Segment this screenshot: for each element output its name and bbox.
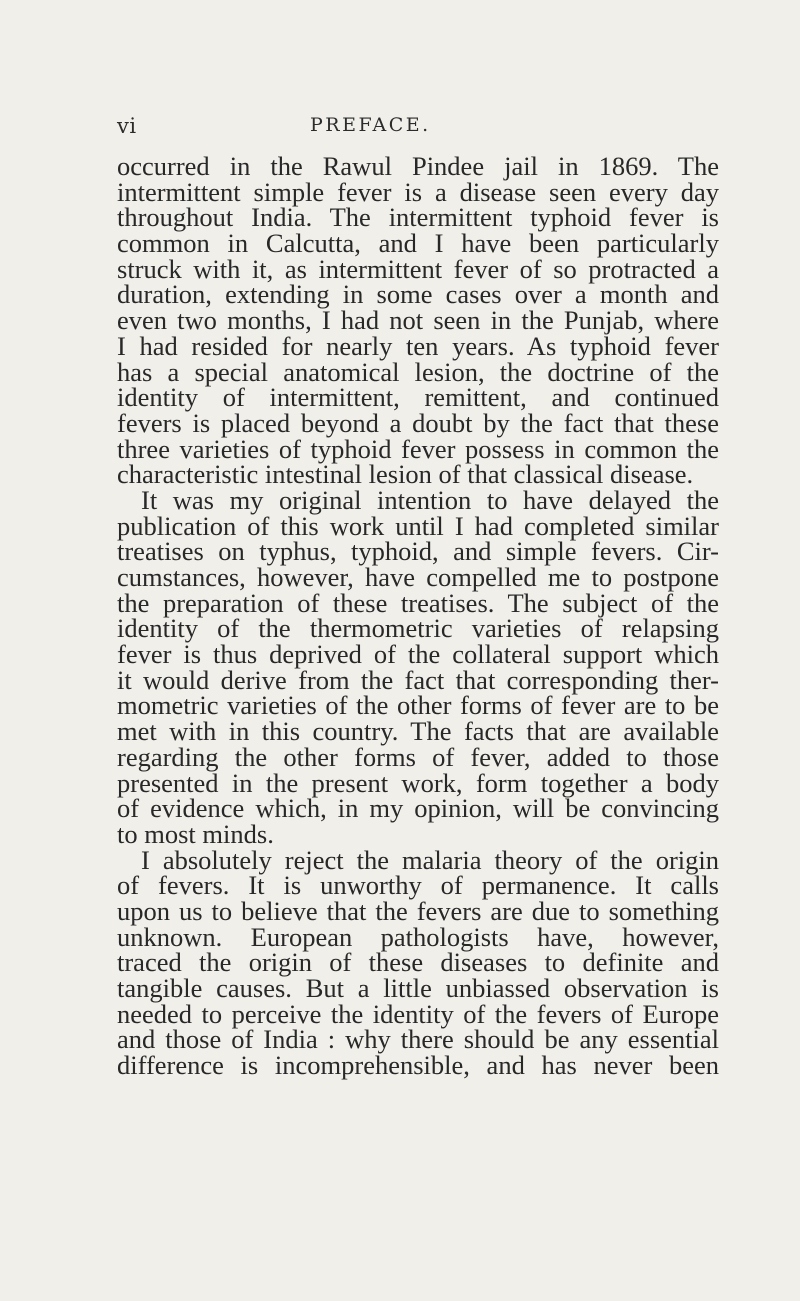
text-line: met with in this country. The facts that are available bbox=[117, 716, 719, 747]
text-line: and those of India : why there should be any essential bbox=[117, 1024, 719, 1055]
text-line: of fevers. It is unworthy of permanence. It calls bbox=[117, 870, 719, 901]
text-line: fevers is placed beyond a doubt by the fact that these bbox=[117, 407, 719, 438]
text-line: upon us to believe that the fevers are due to something bbox=[117, 895, 719, 926]
text-line: fever is thus deprived of the collateral support which bbox=[117, 639, 719, 670]
text-line: identity of the thermometric varieties of relapsing bbox=[117, 613, 719, 644]
text-line: mometric varieties of the other forms of fever are to be bbox=[117, 690, 719, 721]
text-line: occurred in the Rawul Pindee jail in 1869. The bbox=[117, 151, 719, 181]
text-line: the preparation of these treatises. The subject of the bbox=[117, 587, 719, 618]
text-line: publication of this work until I had completed similar bbox=[117, 510, 719, 541]
text-line: intermittent simple fever is a disease seen every day bbox=[117, 176, 719, 207]
text-line: presented in the present work, form together a body bbox=[117, 767, 719, 798]
page-number: vi bbox=[117, 114, 137, 138]
page-header bbox=[0, 114, 800, 144]
text-line: to most minds. bbox=[117, 818, 274, 849]
text-line: even two months, I had not seen in the Punjab, where bbox=[117, 305, 719, 336]
text-line: has a special anatomical lesion, the doctrine of the bbox=[117, 356, 719, 387]
text-line: tangible causes. But a little unbiassed observation is bbox=[117, 973, 719, 1003]
running-head: PREFACE. bbox=[310, 114, 431, 136]
text-line: needed to perceive the identity of the fevers of Europe bbox=[117, 998, 719, 1029]
text-line: treatises on typhus, typhoid, and simple fevers. Cir- bbox=[117, 536, 719, 567]
text-line: it would derive from the fact that corresponding ther- bbox=[117, 664, 719, 695]
text-line: of evidence which, in my opinion, will be convincing bbox=[117, 793, 719, 824]
text-line: three varieties of typhoid fever possess in common the bbox=[117, 433, 719, 464]
text-line: I absolutely reject the malaria theory of the origin bbox=[141, 844, 719, 875]
text-line: identity of intermittent, remittent, and continued bbox=[117, 382, 719, 413]
text-line: cumstances, however, have compelled me to postpone bbox=[117, 562, 719, 592]
text-line: traced the origin of these diseases to definite and bbox=[117, 947, 719, 978]
text-line: regarding the other forms of fever, added to those bbox=[117, 741, 719, 772]
text-line: throughout India. The intermittent typhoid fever is bbox=[117, 202, 719, 233]
text-line: I had resided for nearly ten years. As typhoid fever bbox=[117, 330, 719, 361]
text-line: difference is incomprehensible, and has never been bbox=[117, 1050, 719, 1081]
text-line: duration, extending in some cases over a month and bbox=[117, 279, 719, 310]
text-line: unknown. European pathologists have, however, bbox=[117, 921, 719, 952]
text-line: struck with it, as intermittent fever of so protracted a bbox=[117, 253, 719, 284]
body-text bbox=[117, 151, 719, 1081]
text-line: characteristic intestinal lesion of that classical disease. bbox=[117, 459, 694, 490]
text-line: common in Calcutta, and I have been particularly bbox=[117, 228, 719, 259]
text-line: It was my original intention to have delayed the bbox=[141, 484, 719, 515]
